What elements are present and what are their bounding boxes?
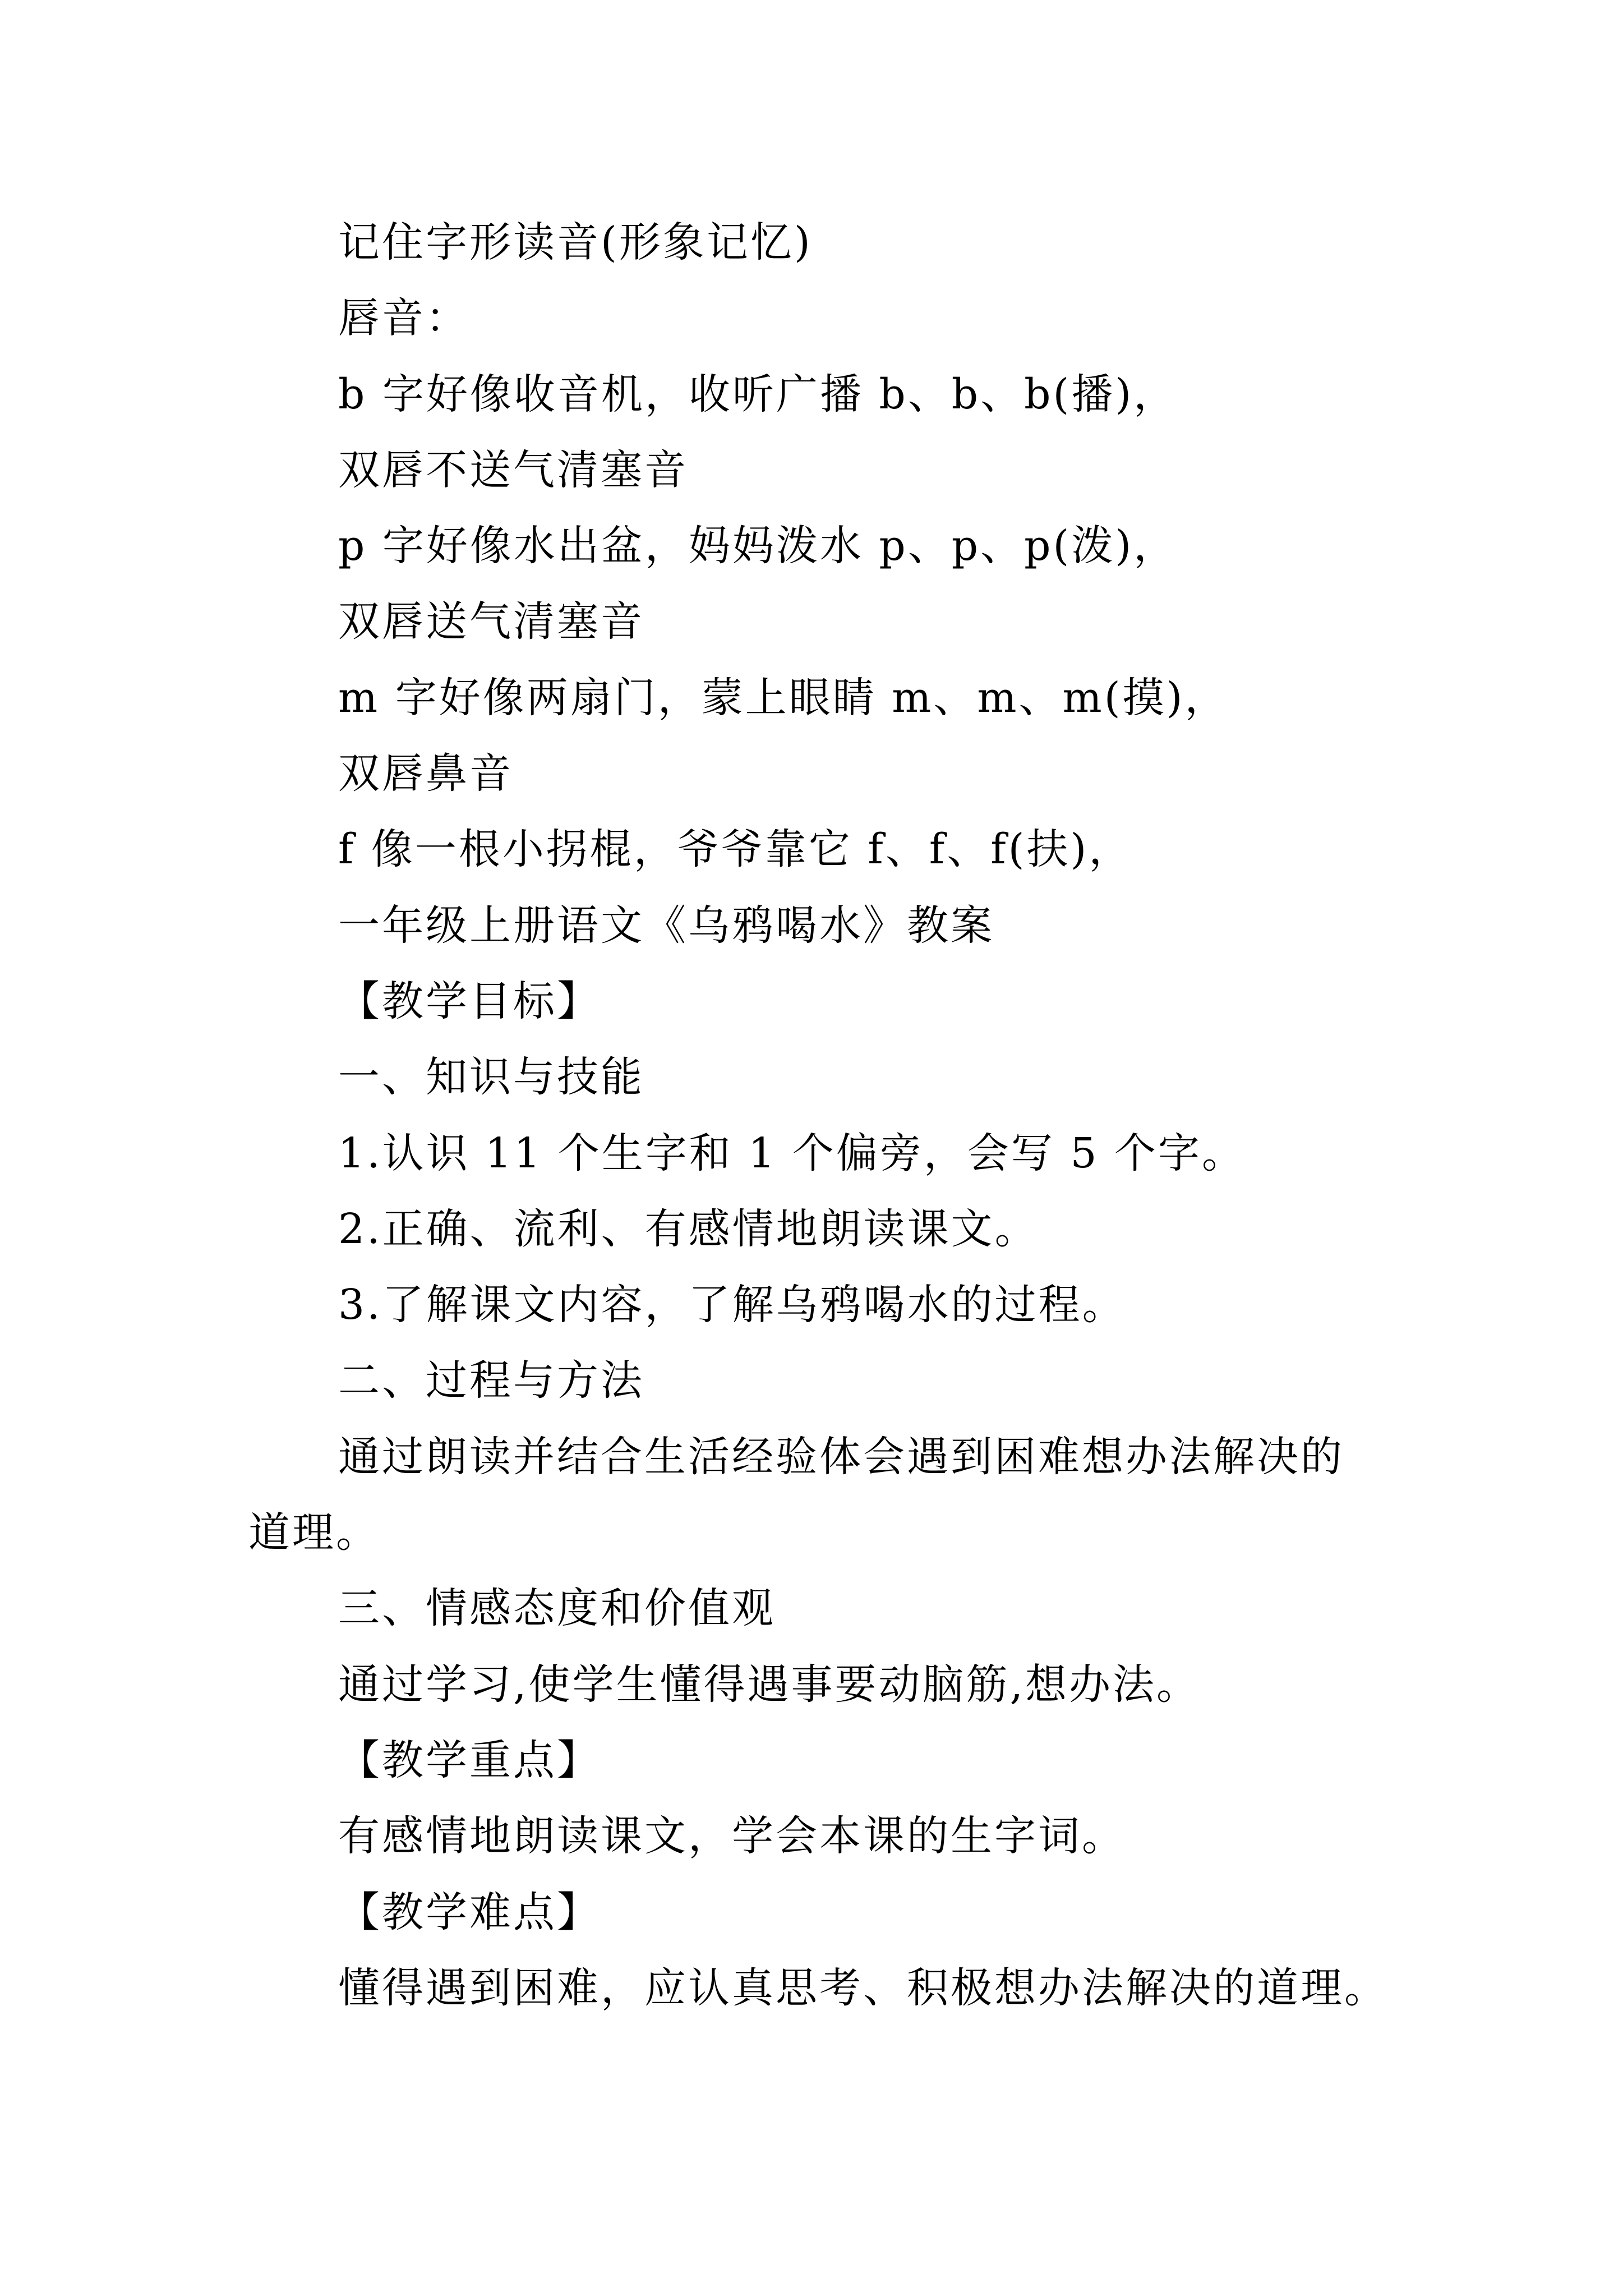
text-line-b-rhyme: b 字好像收音机，收听广播 b、b、b(播)， [338,370,1178,418]
text-line-p-rhyme: p 字好像水出盆，妈妈泼水 p、p、p(泼)， [338,522,1178,570]
text-line-memory-method: 记住字形读音(形象记忆) [338,218,813,266]
text-line-labial-heading: 唇音： [338,294,469,342]
emotion-values-text: 通过学习,使学生懂得遇事要动脑筋,想办法。 [338,1660,1201,1709]
text-line-m-rhyme: m 字好像两扇门，蒙上眼睛 m、m、m(摸)， [338,674,1229,722]
process-methods-text: 通过朗读并结合生活经验体会遇到困难想办法解决的 [338,1433,1344,1481]
objective-item-1: 1.认识 11 个生字和 1 个偏旁，会写 5 个字。 [338,1129,1246,1177]
subheading-process-methods: 二、过程与方法 [338,1356,644,1405]
section-heading-objectives: 【教学目标】 [338,977,601,1025]
objective-item-3: 3.了解课文内容，了解乌鸦喝水的过程。 [338,1281,1126,1329]
objective-item-2: 2.正确、流利、有感情地朗读课文。 [338,1205,1039,1253]
difficulties-text: 懂得遇到困难，应认真思考、积极想办法解决的道理。 [338,1964,1388,2012]
subheading-knowledge-skills: 一、知识与技能 [338,1053,644,1101]
section-heading-key-points: 【教学重点】 [338,1736,601,1784]
text-line-p-description: 双唇送气清塞音 [338,597,644,646]
text-line-b-description: 双唇不送气清塞音 [338,446,688,494]
process-methods-text-continued: 道理。 [248,1508,380,1557]
lesson-plan-title: 一年级上册语文《乌鸦喝水》教案 [338,901,994,950]
section-heading-difficulties: 【教学难点】 [338,1888,601,1936]
key-points-text: 有感情地朗读课文，学会本课的生字词。 [338,1812,1126,1860]
text-line-m-description: 双唇鼻音 [338,749,513,798]
subheading-emotion-values: 三、情感态度和价值观 [338,1584,776,1632]
text-line-f-rhyme: f 像一根小拐棍，爷爷靠它 f、f、f(扶)， [338,825,1133,873]
